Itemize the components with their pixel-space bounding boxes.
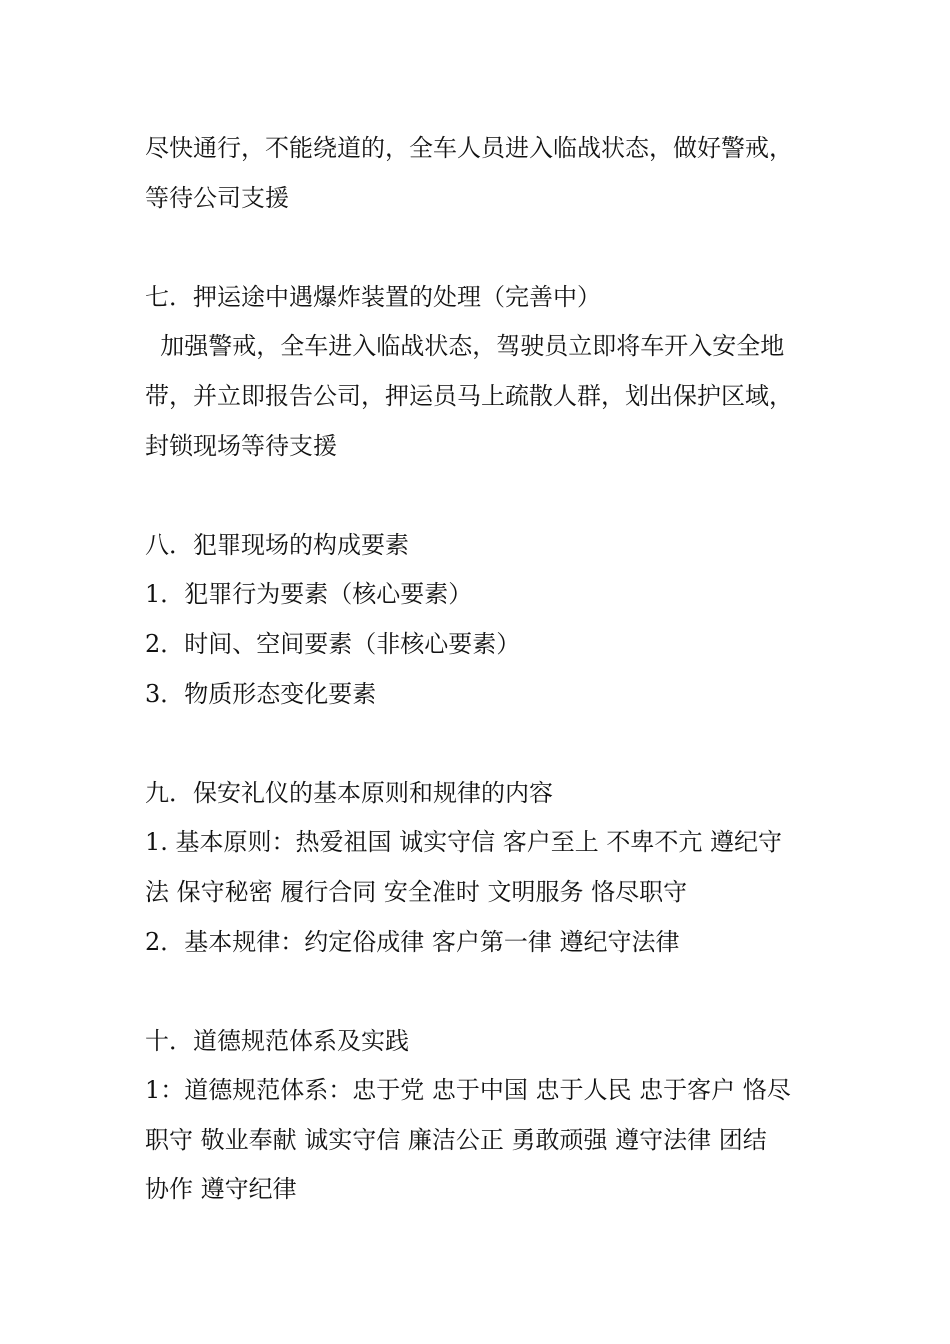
list-item-continuation: 职守 敬业奉献 诚实守信 廉洁公正 勇敢顽强 遵守法律 团结 bbox=[145, 1125, 767, 1154]
document-page bbox=[145, 124, 815, 1215]
section-9 bbox=[145, 769, 815, 967]
list-item: 1. 基本原则：热爱祖国 诚实守信 客户至上 不卑不亢 遵纪守 bbox=[145, 828, 783, 857]
section-heading: 七．押运途中遇爆炸装置的处理（完善中） bbox=[145, 282, 601, 311]
list-item-continuation: 协作 遵守纪律 bbox=[145, 1175, 297, 1204]
paragraph-line: 封锁现场等待支援 bbox=[145, 431, 337, 460]
paragraph-spacer bbox=[145, 223, 815, 273]
list-item: 2．基本规律：约定俗成律 客户第一律 遵纪守法律 bbox=[145, 927, 680, 956]
paragraph-line: 带，并立即报告公司，押运员马上疏散人群，划出保护区域， bbox=[145, 381, 793, 410]
paragraph-spacer bbox=[145, 967, 815, 1017]
section-heading: 九．保安礼仪的基本原则和规律的内容 bbox=[145, 778, 553, 807]
list-item: 1：道德规范体系：忠于党 忠于中国 忠于人民 忠于客户 恪尽 bbox=[145, 1076, 791, 1105]
list-item: 2．时间、空间要素（非核心要素） bbox=[145, 629, 521, 658]
list-item: 1．犯罪行为要素（核心要素） bbox=[145, 580, 473, 609]
paragraph-line: 等待公司支援 bbox=[145, 183, 289, 212]
list-item-continuation: 法 保守秘密 履行合同 安全准时 文明服务 恪尽职守 bbox=[145, 877, 688, 906]
paragraph-spacer bbox=[145, 719, 815, 769]
paragraph-line: 加强警戒，全车进入临战状态，驾驶员立即将车开入安全地 bbox=[145, 332, 785, 361]
paragraph-spacer bbox=[145, 471, 815, 521]
list-item: 3．物质形态变化要素 bbox=[145, 679, 377, 708]
paragraph-line: 尽快通行，不能绕道的，全车人员进入临战状态，做好警戒， bbox=[145, 134, 793, 162]
section-6-continuation bbox=[145, 124, 815, 223]
section-10 bbox=[145, 1017, 815, 1215]
section-heading: 十．道德规范体系及实践 bbox=[145, 1026, 409, 1055]
section-heading: 八．犯罪现场的构成要素 bbox=[145, 530, 409, 559]
section-8 bbox=[145, 521, 815, 719]
section-7 bbox=[145, 273, 815, 471]
